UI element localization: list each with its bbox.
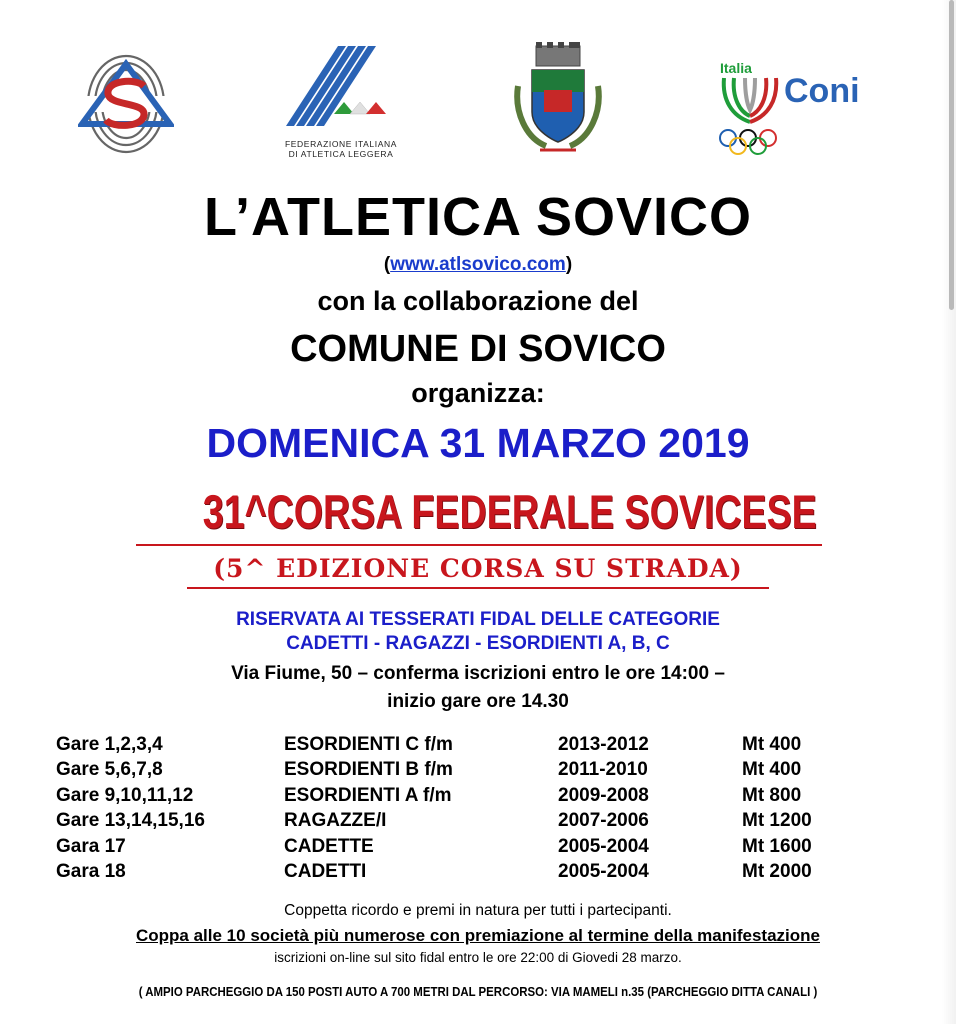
website-open-paren: ( (383, 254, 391, 275)
years-cell: 2011-2010 (558, 759, 648, 781)
years-cell: 2005-2004 (558, 861, 649, 883)
gare-cell: Gara 17 (56, 835, 126, 857)
category-cell: ESORDIENTI A f/m (284, 784, 452, 806)
registration-text: iscrizioni on-line sul sito fidal entro le ore 22:00 di Giovedi 28 marzo. (274, 950, 682, 965)
years-cell: 2007-2006 (558, 810, 649, 832)
category-cell: ESORDIENTI B f/m (284, 759, 453, 781)
race-name: 31^CORSA FEDERALE SOVICESE (202, 485, 817, 538)
coni-italia-text: Italia (720, 60, 752, 76)
reserved-categories (0, 608, 956, 656)
organizza-text: organizza: (411, 378, 545, 408)
table-row (56, 758, 862, 784)
olympic-rings-icon (718, 128, 778, 156)
table-row (56, 783, 862, 809)
fidal-logo (276, 46, 406, 158)
distance-cell: Mt 1600 (742, 835, 812, 857)
gare-cell: Gare 5,6,7,8 (56, 759, 163, 781)
atletica-sovico-logo (78, 48, 174, 160)
table-row (56, 809, 862, 835)
comune-title: COMUNE DI SOVICO (290, 328, 666, 370)
reserved-line-1: RISERVATA AI TESSERATI FIDAL DELLE CATEGORIE (236, 609, 720, 630)
info-line-2: inizio gare ore 14.30 (387, 691, 569, 712)
years-cell: 2005-2004 (558, 835, 649, 857)
coni-name-text: Coni (784, 72, 860, 110)
category-cell: CADETTE (284, 835, 374, 857)
distance-cell: Mt 1200 (742, 810, 812, 832)
coni-logo (714, 60, 874, 160)
prizes-text: Coppetta ricordo e premi in natura per tutti i partecipanti. (284, 902, 672, 919)
distance-cell: Mt 400 (742, 733, 802, 755)
parking-text: ( AMPIO PARCHEGGIO DA 150 POSTI AUTO A 700 METRI DAL PERCORSO: VIA MAMELI n.35 (PARCHEGGIO DITTA CANALI ) (138, 984, 818, 999)
website-link[interactable]: www.atlsovico.com (390, 254, 566, 275)
years-cell: 2009-2008 (558, 784, 649, 806)
table-row (56, 834, 862, 860)
distance-cell: Mt 2000 (742, 861, 812, 883)
gare-cell: Gara 18 (56, 861, 126, 883)
category-cell: RAGAZZE/I (284, 810, 387, 832)
fidal-logo-line-1: FEDERAZIONE ITALIANA (285, 139, 397, 149)
website-line (0, 254, 956, 276)
website-close-paren: ) (565, 254, 573, 275)
cup-text: Coppa alle 10 società più numerose con premiazione al termine della manifestazione (136, 926, 820, 945)
info-line-1: Via Fiume, 50 – conferma iscrizioni entro le ore 14:00 – (231, 663, 725, 684)
distance-cell: Mt 800 (742, 784, 802, 806)
edition-text: (5^ EDIZIONE CORSA SU STRADA) (213, 554, 743, 583)
edition-underline (187, 587, 769, 589)
table-row (56, 732, 862, 758)
comune-sovico-crest (512, 42, 604, 156)
distance-cell: Mt 400 (742, 759, 802, 781)
gare-cell: Gare 9,10,11,12 (56, 784, 194, 806)
event-info (0, 660, 956, 716)
table-row (56, 860, 862, 886)
scrollbar-thumb[interactable] (949, 0, 954, 310)
race-name-underline (136, 544, 822, 546)
collaboration-text: con la collaborazione del (317, 286, 639, 316)
category-cell: ESORDIENTI C f/m (284, 733, 453, 755)
fidal-logo-line-2: DI ATLETICA LEGGERA (288, 149, 394, 159)
reserved-line-2: CADETTI - RAGAZZI - ESORDIENTI A, B, C (286, 633, 670, 654)
gare-cell: Gare 13,14,15,16 (56, 810, 205, 832)
category-cell: CADETTI (284, 861, 367, 883)
gare-cell: Gare 1,2,3,4 (56, 733, 163, 755)
event-date: DOMENICA 31 MARZO 2019 (206, 420, 750, 466)
organizer-title: L’ATLETICA SOVICO (203, 187, 752, 247)
race-schedule-table (56, 732, 862, 885)
years-cell: 2013-2012 (558, 733, 649, 755)
